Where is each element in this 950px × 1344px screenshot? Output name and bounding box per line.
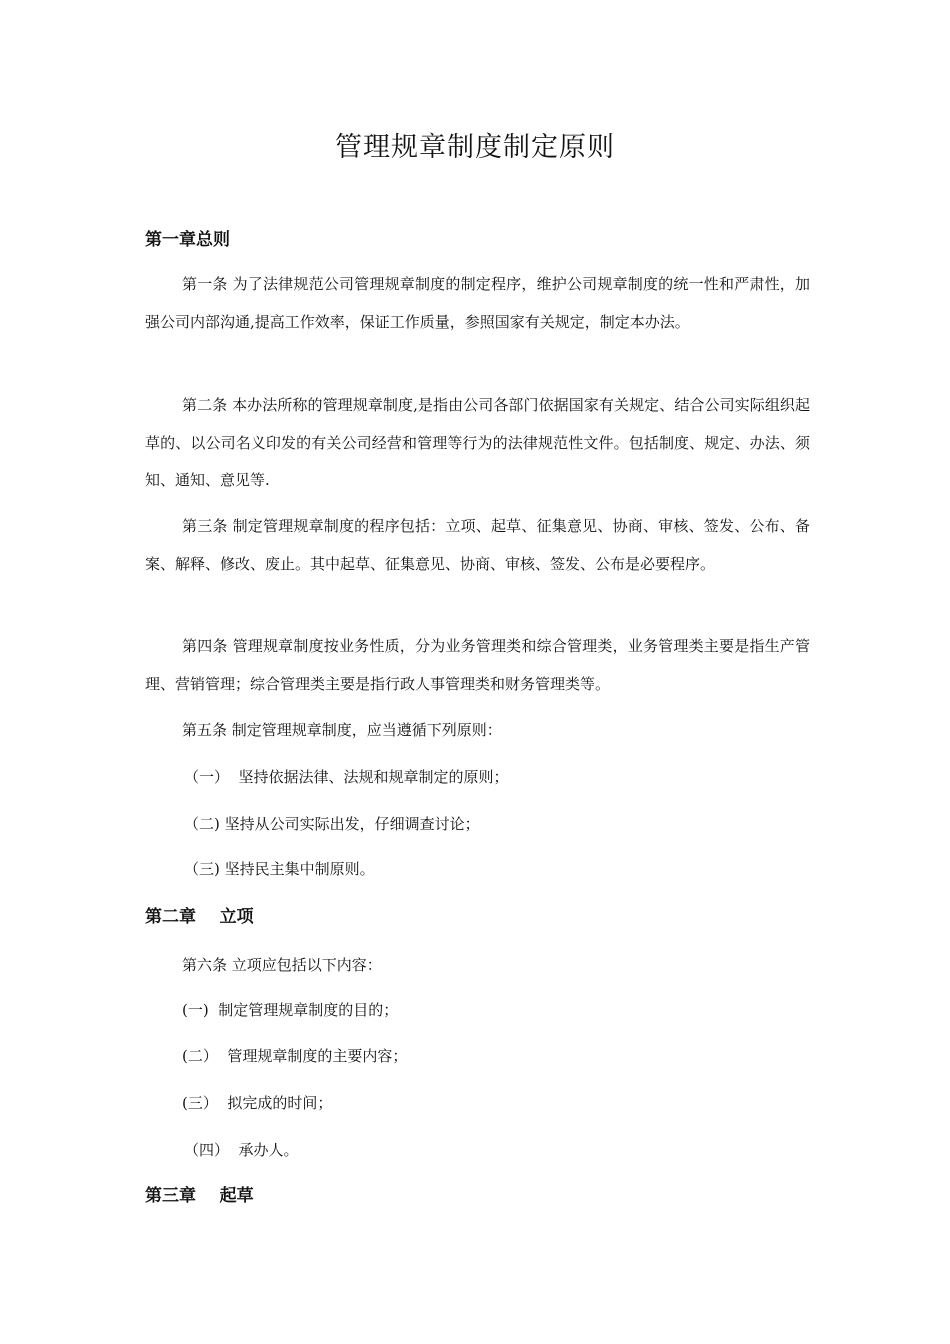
article-3: 第三条 制定管理规章制度的程序包括：立项、起草、征集意见、协商、审核、签发、公布、备案、解释、修改、废止。其中起草、征集意见、协商、审核、签发、公布是必要程序。 [145,517,810,573]
list-item: (三） 拟完成的时间； [182,1094,333,1112]
article-1: 第一条 为了法律规范公司管理规章制度的制定程序，维护公司规章制度的统一性和严肃性，加强公司内部沟通,提高工作效率，保证工作质量，参照国家有关规定，制定本办法。 [145,275,810,331]
list-item: （一） 坚持依据法律、法规和规章制定的原则； [184,768,509,786]
list-item: (一) 制定管理规章制度的目的； [182,1001,399,1019]
document-title: 管理规章制度制定原则 [335,132,615,163]
list-item: （三) 坚持民主集中制原则。 [184,860,375,878]
article-4: 第四条 管理规章制度按业务性质，分为业务管理类和综合管理类，业务管理类主要是指生产管理、营销管理；综合管理类主要是指行政人事管理类和财务管理类等。 [145,637,810,693]
list-item: （四） 承办人。 [184,1141,299,1159]
article-5: 第五条 制定管理规章制度，应当遵循下列原则： [182,721,502,739]
article-6: 第六条 立项应包括以下内容： [182,956,382,974]
list-item: (二） 管理规章制度的主要内容； [182,1047,408,1065]
chapter-heading-1: 第一章总则 [145,230,230,250]
list-item: （二) 坚持从公司实际出发，仔细调查讨论； [184,815,480,833]
chapter-heading-3: 第三章 起草 [145,1186,254,1206]
chapter-heading-2: 第二章 立项 [145,907,254,927]
article-2: 第二条 本办法所称的管理规章制度,是指由公司各部门依据国家有关规定、结合公司实际组织起草的、以公司名义印发的有关公司经营和管理等行为的法律规范性文件。包括制度、规定、办法、须知、通知、意见等. [145,396,810,489]
